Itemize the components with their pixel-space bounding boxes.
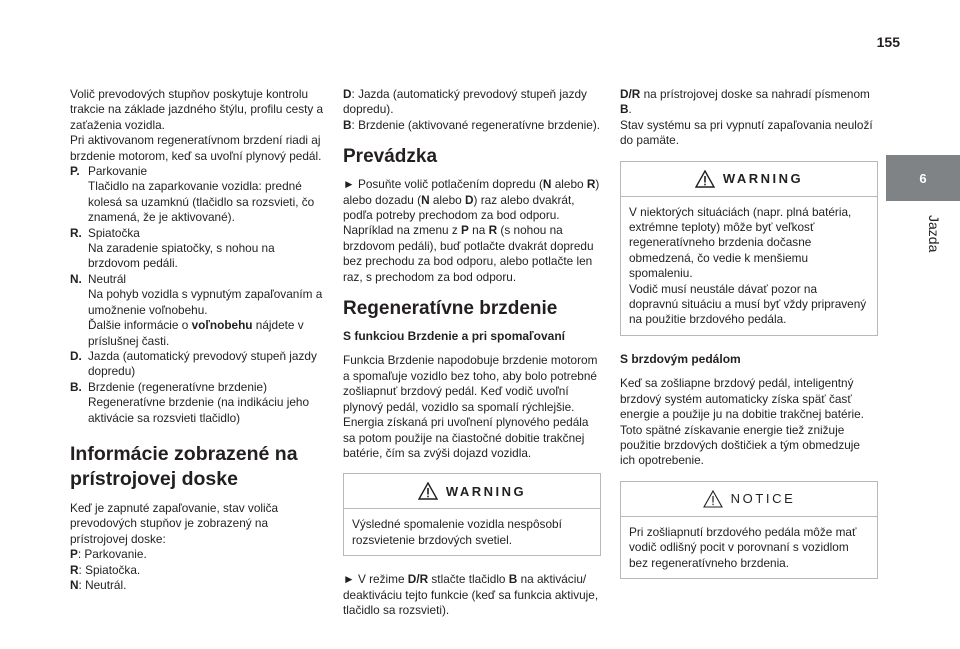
list-item: [70, 226, 328, 272]
warning-text: V niektorých situáciách (napr. plná batéria, extrémne teploty) môže byť veľkosť regeneratívneho brzdenia dočasne obmedzená, čo vedie k menšiemu spomaleniu.: [629, 204, 852, 281]
selector-positions-list: [70, 164, 328, 426]
section-heading-regen: Regeneratívne brzdenie: [343, 298, 558, 320]
position-key: B.: [70, 379, 82, 394]
section-heading-operation: Prevádzka: [343, 146, 438, 168]
warning-box: [343, 473, 601, 556]
warning-label: WARNING: [445, 483, 527, 499]
section-heading-display: Informácie zobrazené na prístrojovej doske: [70, 442, 298, 490]
position-desc: Regeneratívne brzdenie (na indikáciu jeho aktivácie sa rozsvieti tlačidlo): [88, 395, 310, 425]
regen-text: Funkcia Brzdenie napodobuje brzdenie motorom a spomaľuje vozidlo bez toho, aby bolo potrebné zošliapnuť brzdový pedál. Keď vodič uvoľní plynový pedál, vozidlo sa spomalí rýchlejšie. Energia získaná pri uvoľnení plynového pedála sa potom použije na čiastočné dobitie trakčnej batérie, čím sa zvýši dojazd vozidla.: [343, 353, 598, 460]
subheading-pedal: S brzdovým pedálom: [620, 351, 741, 366]
coasting-note: Ďalšie informácie o voľnobehu nájdete v príslušnej časti.: [88, 318, 304, 348]
position-desc: Na zaradenie spiatočky, s nohou na brzdovom pedáli.: [88, 241, 275, 271]
position-name: Neutrál: [88, 271, 127, 286]
display-item: B: Brzdenie (aktivované regeneratívne brzdenie).: [343, 117, 601, 132]
chapter-title: Jazda: [926, 215, 942, 253]
position-key: N.: [70, 271, 82, 286]
intro-text: Volič prevodových stupňov poskytuje kontrolu trakcie na základe jazdného štýlu, profilu cesty a zaťaženia vozidla.: [70, 87, 324, 132]
column-1: [70, 87, 328, 593]
position-key: D.: [70, 348, 82, 363]
position-desc: Tlačidlo na zaparkovanie vozidla: predné kolesá sa uzamknú (tlačidlo sa rozsvieti, čo znamená, že je aktivované).: [88, 179, 315, 225]
warning-header: [621, 162, 877, 197]
display-item: R: Spiatočka.: [70, 562, 141, 577]
notice-icon: [703, 490, 723, 508]
warning-text: Výsledné spomalenie vozidla nespôsobí rozsvietenie brzdových svetiel.: [352, 517, 562, 547]
display-item: P: Parkovanie.: [70, 547, 147, 562]
subheading-decel: S funkciou Brzdenie a pri spomaľovaní: [343, 329, 565, 344]
position-key: R.: [70, 225, 82, 240]
display-item: N: Neutrál.: [70, 577, 127, 592]
list-item: [70, 380, 328, 426]
chapter-tab[interactable]: [886, 155, 960, 201]
dr-memory-text: Stav systému sa pri vypnutí zapaľovania neuloží do pamäte.: [620, 117, 873, 148]
position-desc: Na pohyb vozidla s vypnutým zapaľovaním a umožnenie voľnobehu.: [88, 287, 323, 317]
page-number: 155: [876, 34, 900, 50]
notice-label: NOTICE: [730, 491, 796, 507]
column-3: [620, 87, 878, 595]
warning-label: WARNING: [722, 170, 804, 186]
notice-box: [620, 481, 878, 579]
dr-replace-text: D/R na prístrojovej doske sa nahradí písmenom B.: [620, 87, 870, 117]
intro-text-2: Pri aktivovanom regeneratívnom brzdení riadi aj brzdenie motorom, keď sa uvoľní plynový pedál.: [70, 133, 322, 163]
list-item: [70, 164, 328, 226]
position-name: Brzdenie (regeneratívne brzdenie): [88, 379, 268, 394]
column-2: [343, 87, 601, 618]
position-name: Spiatočka: [88, 225, 140, 240]
list-item: [70, 272, 328, 349]
arrow-icon: ►: [343, 572, 355, 587]
warning-box: [620, 161, 878, 336]
notice-header: [621, 482, 877, 517]
warning-text: Vodič musí neustále dávať pozor na dopravnú situáciu a musí byť vždy pripravený na použitie brzdového pedála.: [629, 281, 867, 327]
warning-icon: [418, 482, 438, 500]
display-intro: Keď je zapnuté zapaľovanie, stav voliča prevodových stupňov je zobrazený na prístrojovej doske:: [70, 500, 279, 546]
arrow-icon: ►: [343, 177, 355, 192]
position-name: Jazda (automatický prevodový stupeň jazdy dopredu): [88, 348, 317, 379]
position-name: Parkovanie: [88, 164, 148, 179]
coasting-link[interactable]: voľnobehu: [191, 318, 253, 333]
operation-instruction: ► Posuňte volič potlačením dopredu (N alebo R) alebo dozadu (N alebo D) raz alebo dvakrát, podľa potreby prechodom za bod odporu. Napríklad na zmenu z P na R (s nohou na brzdovom pedáli), buď potlačte dvakrát dopredu bez prechodu za bod odporu, alebo potlačte len raz, s prechodom za bod odporu.: [343, 177, 600, 284]
toggle-instruction: ► V režime D/R stlačte tlačidlo B na aktiváciu/ deaktiváciu tejto funkcie (keď sa funkcia aktivuje, tlačidlo sa rozsvieti).: [343, 572, 599, 617]
chapter-number: 6: [919, 170, 927, 186]
warning-icon: [695, 170, 715, 188]
warning-header: [344, 474, 600, 509]
list-item: [70, 349, 328, 380]
position-key: P.: [70, 164, 80, 179]
display-item: D: Jazda (automatický prevodový stupeň jazdy dopredu).: [343, 87, 587, 117]
notice-text: Pri zošliapnutí brzdového pedála môže mať vodič odlišný pocit v porovnaní s vozidlom bez regeneratívneho brzdenia.: [629, 524, 857, 570]
pedal-text: Keď sa zošliapne brzdový pedál, inteligentný brzdový systém automaticky získa späť časť energie a použije ju na dobitie trakčnej batérie. Toto spätné získavanie energie tiež znižuje použitie brzdových doštičiek a tým obmedzuje ich opotrebenie.: [620, 376, 864, 468]
